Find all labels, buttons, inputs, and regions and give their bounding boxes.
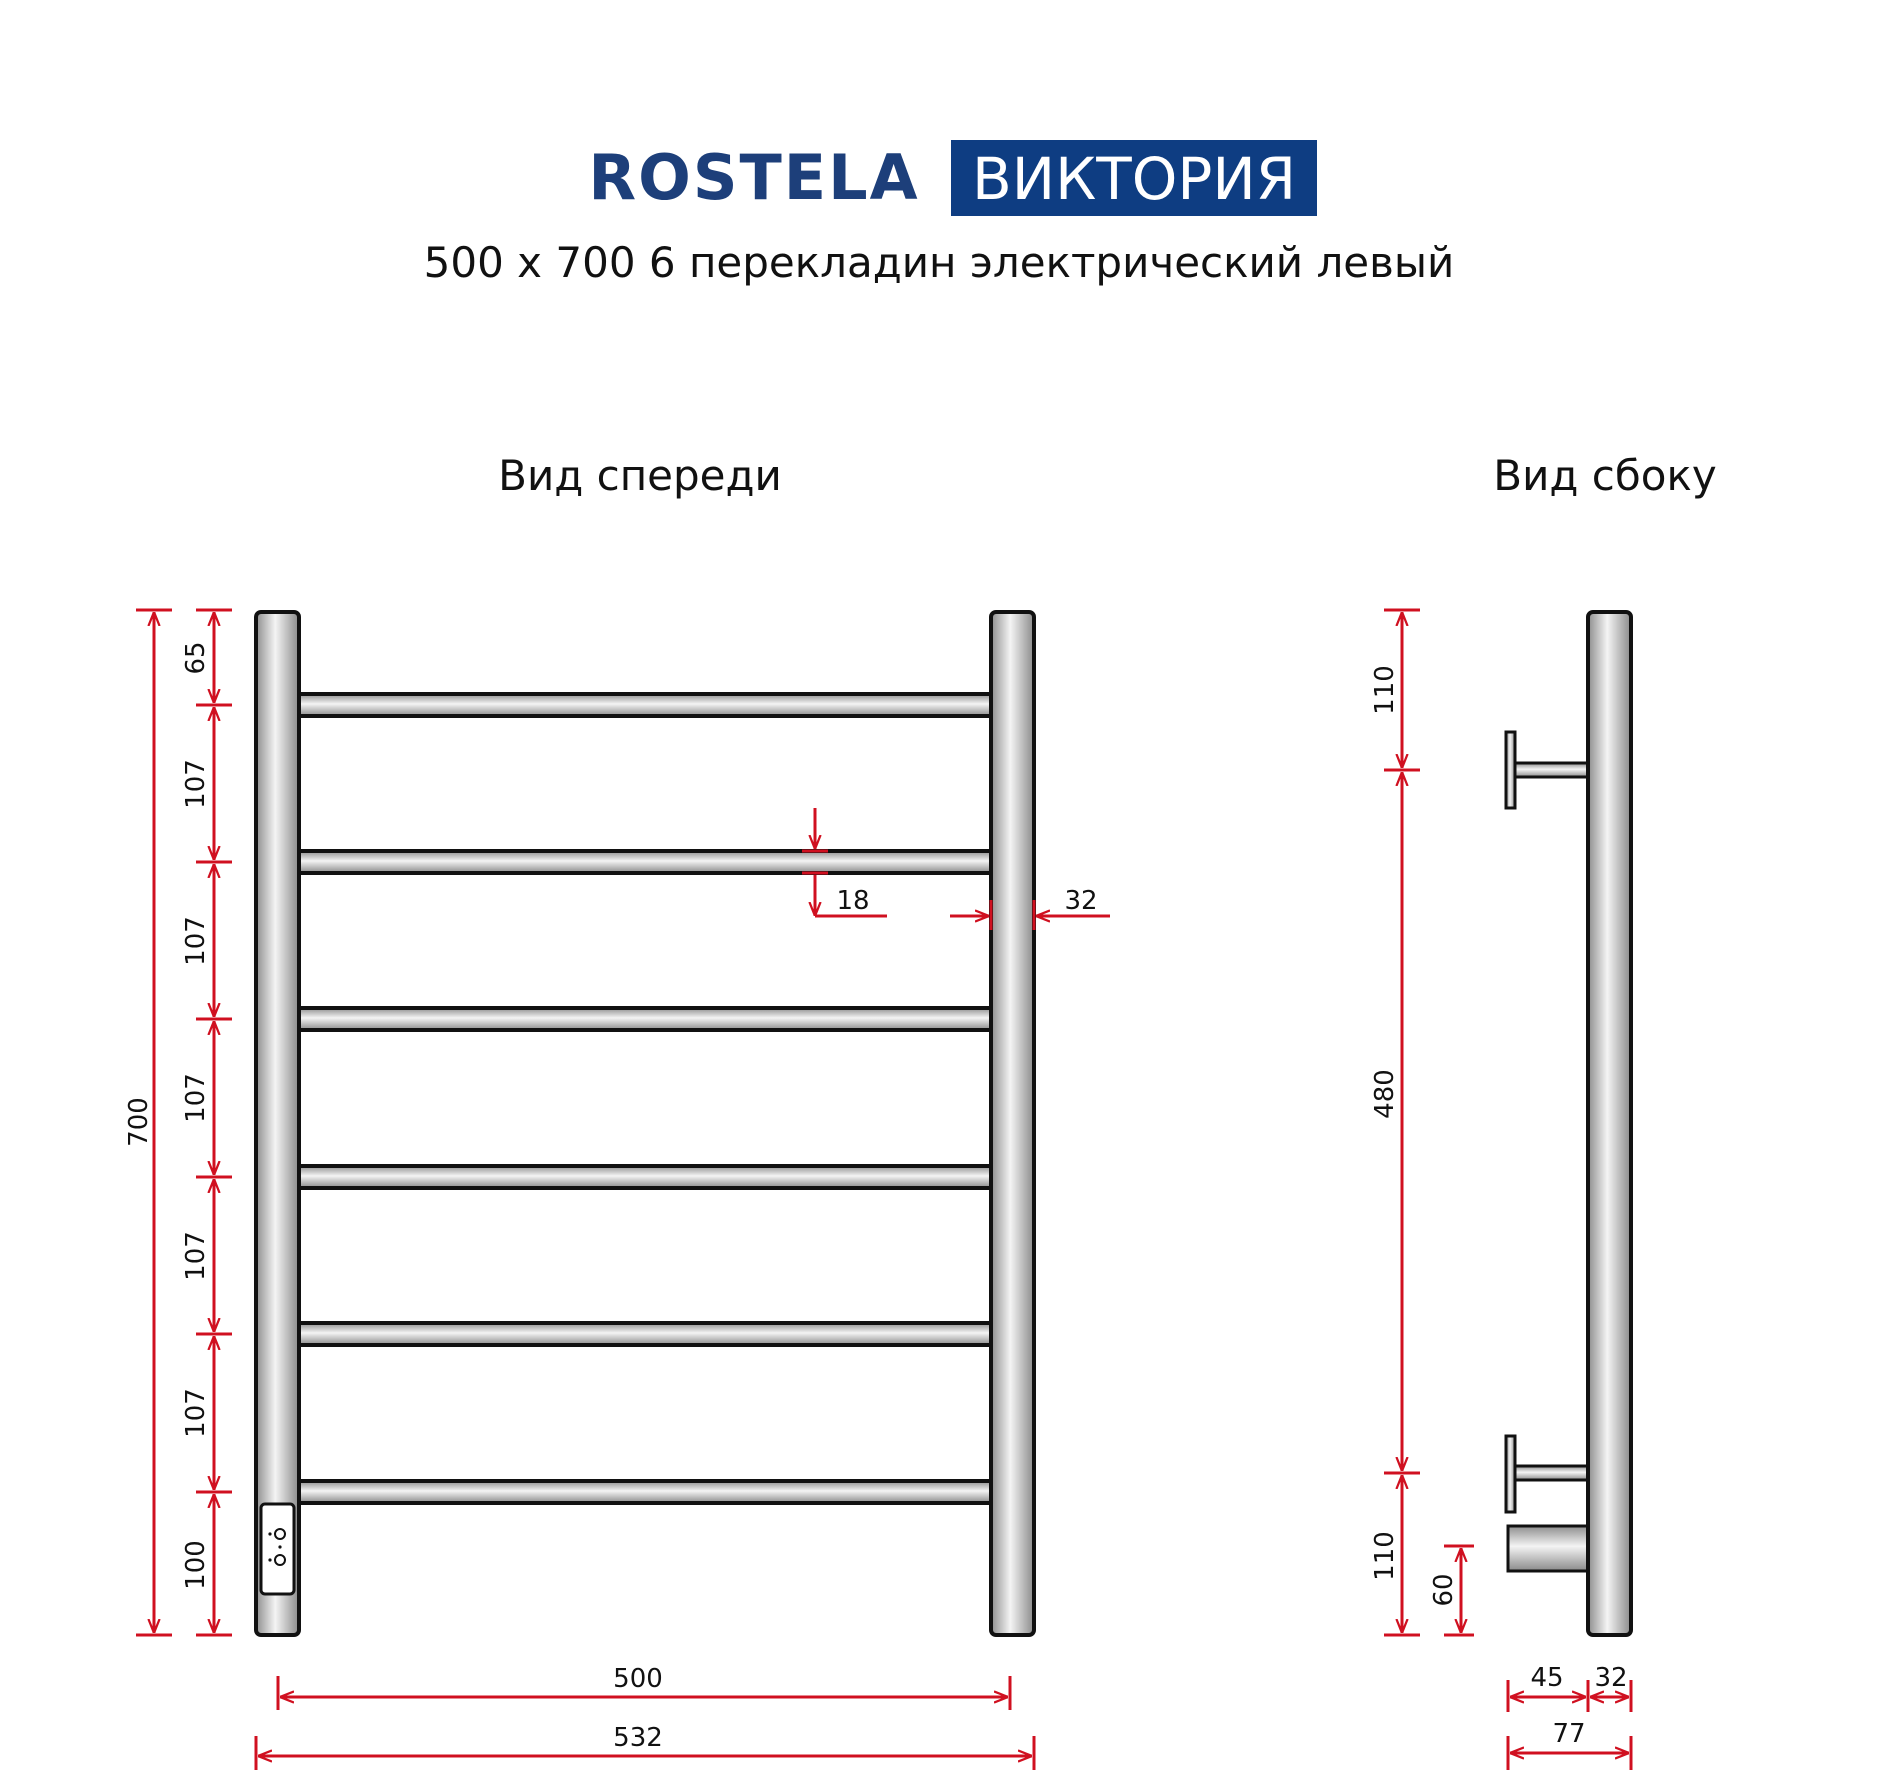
top-wall-bracket bbox=[1506, 732, 1589, 808]
right-post bbox=[991, 612, 1034, 1635]
heater-control-unit bbox=[261, 1504, 294, 1594]
front-view bbox=[124, 610, 1110, 1770]
dim-side-chain bbox=[1384, 610, 1420, 1635]
product-subtitle: 500 x 700 6 перекладин электрический левый bbox=[423, 238, 1455, 287]
rung-1 bbox=[289, 694, 1002, 716]
model-name: ВИКТОРИЯ bbox=[971, 145, 1297, 213]
dim-spacing-1-label: 107 bbox=[181, 759, 211, 809]
dim-total-height-label: 700 bbox=[124, 1097, 154, 1147]
dim-spacing-5-label: 107 bbox=[181, 1388, 211, 1438]
dim-rung-diameter-label: 18 bbox=[836, 886, 870, 916]
dim-spacing-4-label: 107 bbox=[181, 1231, 211, 1281]
dim-spacing-2-label: 107 bbox=[181, 916, 211, 966]
rung-5 bbox=[289, 1323, 1002, 1345]
rungs bbox=[289, 694, 1002, 1503]
front-view-title: Вид спереди bbox=[498, 451, 782, 500]
dim-top-offset-label: 65 bbox=[181, 641, 211, 675]
dim-total-width-label: 532 bbox=[613, 1723, 663, 1753]
dim-bracket-depth-label: 45 bbox=[1530, 1663, 1564, 1693]
rung-6 bbox=[289, 1481, 1002, 1503]
brand-logo-text: ROSTELA bbox=[588, 141, 920, 214]
dim-total-depth-label: 77 bbox=[1552, 1719, 1586, 1749]
dim-side-top-label: 110 bbox=[1370, 665, 1400, 715]
dim-post-diameter-label: 32 bbox=[1064, 886, 1098, 916]
dim-mount-spacing-label: 480 bbox=[1370, 1069, 1400, 1119]
side-view-title: Вид сбоку bbox=[1493, 451, 1717, 500]
heater-element bbox=[1508, 1526, 1589, 1571]
side-post bbox=[1588, 612, 1631, 1635]
dim-side-post-label: 32 bbox=[1594, 1663, 1628, 1693]
left-post bbox=[256, 612, 299, 1635]
dim-side-bottom-label: 110 bbox=[1370, 1531, 1400, 1581]
rung-3 bbox=[289, 1008, 1002, 1030]
dim-spacing-3-label: 107 bbox=[181, 1073, 211, 1123]
dim-bottom-offset-label: 100 bbox=[181, 1540, 211, 1590]
bottom-wall-bracket bbox=[1506, 1436, 1589, 1512]
dim-inner-width-label: 500 bbox=[613, 1664, 663, 1694]
side-view bbox=[1370, 610, 1631, 1770]
dim-heater-height-label: 60 bbox=[1429, 1573, 1459, 1607]
rung-4 bbox=[289, 1166, 1002, 1188]
rung-2 bbox=[289, 851, 1002, 873]
